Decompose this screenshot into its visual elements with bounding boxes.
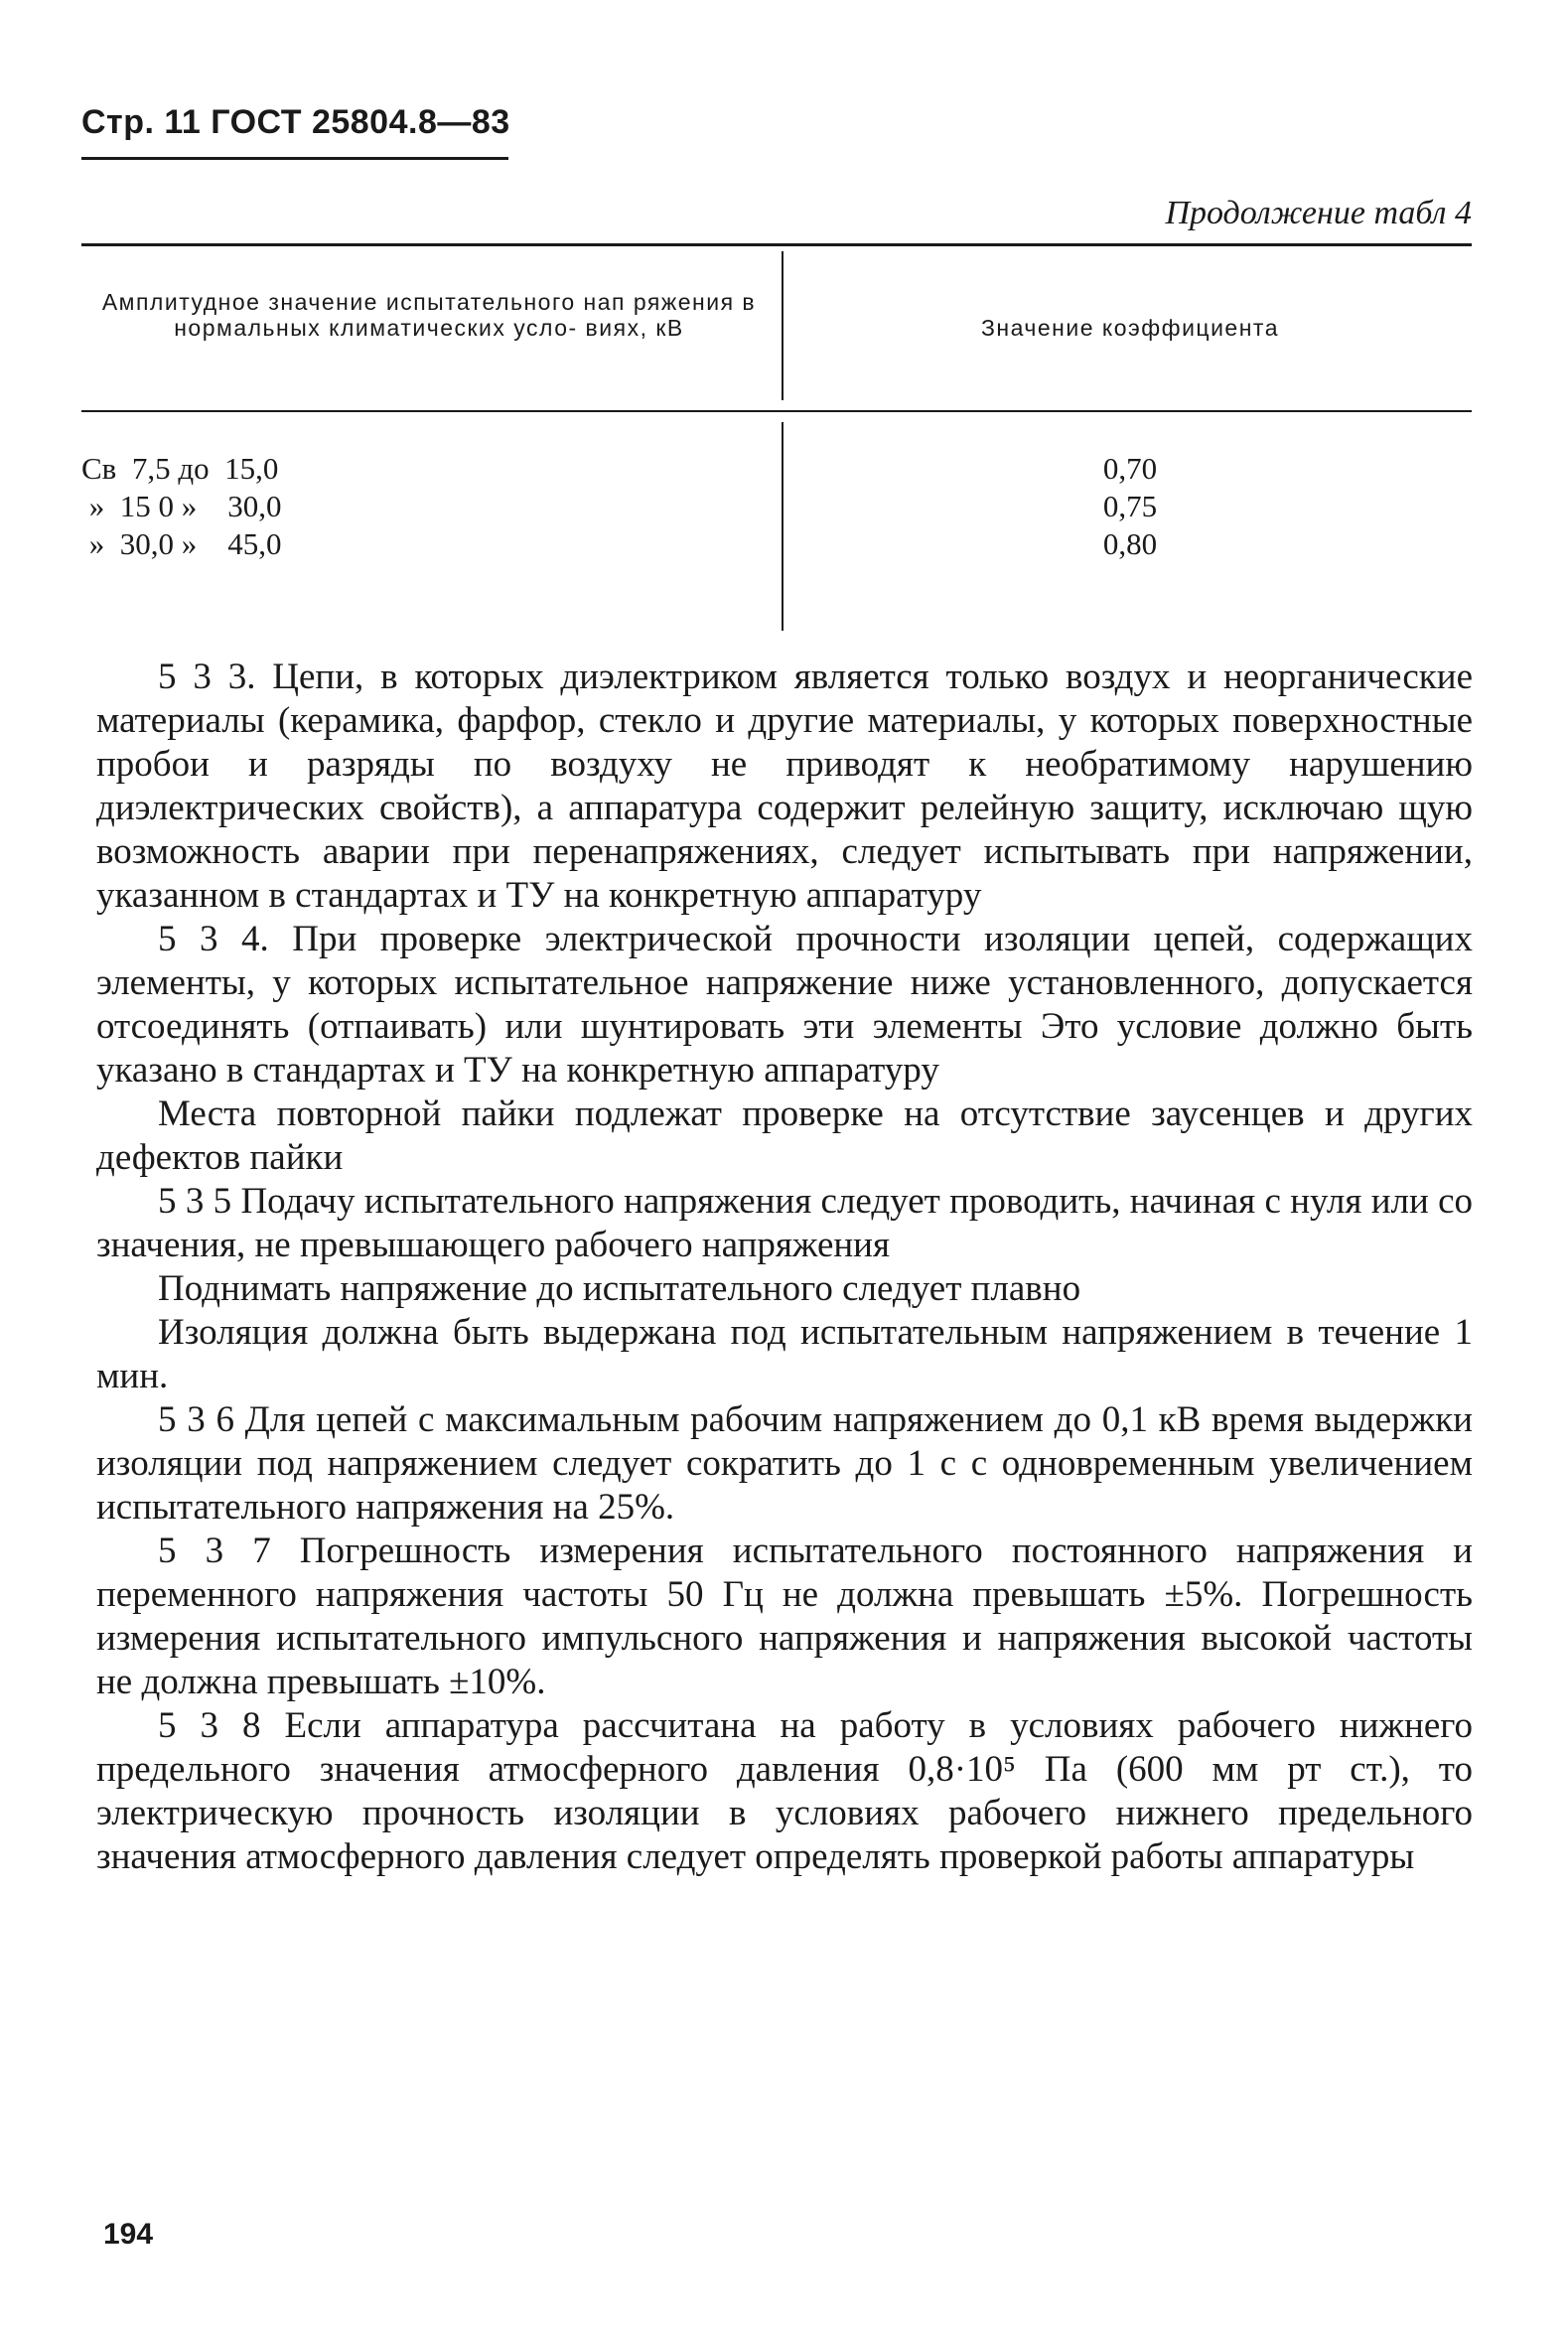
paragraph-5-3-8: 5 3 8 Если аппаратура рассчитана на работу в условиях рабочего нижнего предельного значения атмосферного давления 0,8·10⁵ Па (600 мм рт ст.), то электрическую прочность изоляции в условиях рабочего нижнего предельного значения атмосферного давления следует определять проверкой работы аппаратуры (96, 1705, 1473, 1877)
paragraph-5-3-7: 5 3 7 Погрешность измерения испытательного постоянного напряжения и переменного напряжения частоты 50 Гц не должна превышать ±5%. Погрешность измерения испытательного импульсного напряжения и напряжения высокой частоты не должна превышать ±10%. (96, 1531, 1473, 1702)
table-top-rule (81, 243, 1472, 246)
table-cell-value: 0,80 (1102, 526, 1158, 561)
page-number: 194 (103, 2218, 154, 2251)
table-cell-value: 0,75 (1102, 489, 1158, 523)
coefficient-table (81, 243, 1472, 631)
table-column-coefficient (788, 450, 1472, 563)
running-head: Стр. 11 ГОСТ 25804.8—83 (81, 103, 510, 141)
table-cell-value: 0,70 (1102, 451, 1158, 486)
paragraph-voltage-rise: Поднимать напряжение до испытательного следует плавно (158, 1268, 1081, 1309)
table-cell-range: » 30,0 » 45,0 (81, 526, 282, 561)
paragraph-5-3-5: 5 3 5 Подачу испытательного напряжения следует проводить, начиная с нуля или со значения, не превышающего рабочего напряжения (96, 1181, 1473, 1265)
table-column-voltage (81, 450, 777, 563)
table-cell-range: Св 7,5 до 15,0 (81, 451, 279, 486)
table-column-divider (782, 422, 784, 631)
table-continuation-label: Продолжение табл 4 (1165, 195, 1472, 231)
table-header-coefficient: Значение коэффициента (980, 315, 1279, 341)
table-header-rule (81, 410, 1472, 412)
paragraph-resoldering: Места повторной пайки подлежат проверке на отсутствие заусенцев и других дефектов пайки (96, 1094, 1473, 1178)
table-cell-range: » 15 0 » 30,0 (81, 489, 282, 523)
body-text (96, 656, 1473, 1879)
table-header-voltage: Амплитудное значение испытательного нап ряжения в нормальных климатических усло- виях, кВ (101, 289, 757, 341)
table-column-divider (782, 251, 784, 400)
header-rule (81, 157, 508, 160)
paragraph-5-3-4: 5 3 4. При проверке электрической прочности изоляции цепей, содержащих элементы, у которых испытательное напряжение ниже установленного, допускается отсоединять (отпаивать) или шунтировать эти элементы Это условие должно быть указано в стандартах и ТУ на конкретную аппаратуру (96, 919, 1473, 1091)
paragraph-5-3-6: 5 3 6 Для цепей с максимальным рабочим напряжением до 0,1 кВ время выдержки изоляции под напряжением следует сократить до 1 с с одновременным увеличением испытательного напряжения на 25%. (96, 1399, 1473, 1528)
paragraph-5-3-3: 5 3 3. Цепи, в которых диэлектриком является только воздух и неорганические материалы (керамика, фарфор, стекло и другие материалы, у которых поверхностные пробои и разряды по воздуху не приводят к необратимому нарушению диэлектрических свойств), а аппаратура содержит релейную защиту, исключаю щую возможность аварии при перенапряжениях, следует испытывать при напряжении, указанном в стандартах и ТУ на конкретную аппаратуру (96, 656, 1473, 916)
paragraph-insulation-hold: Изоляция должна быть выдержана под испытательным напряжением в течение 1 мин. (96, 1312, 1473, 1396)
